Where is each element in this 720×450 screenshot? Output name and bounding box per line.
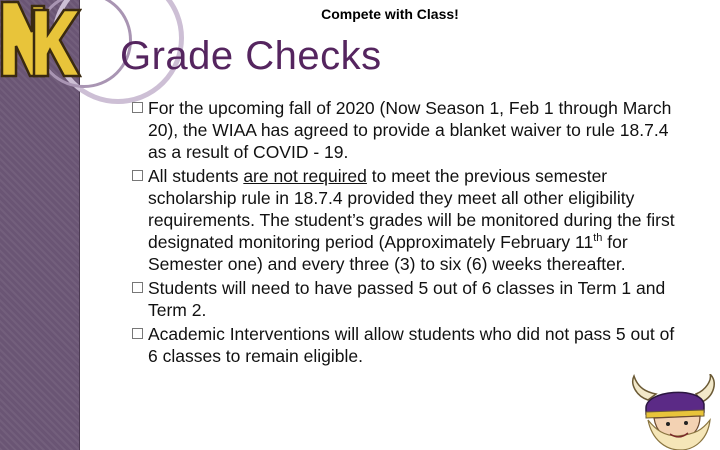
bullet-item [132, 323, 688, 367]
bullet-text: Academic Interventions will allow students who did not pass 5 out of 6 classes to remain eligible. [148, 324, 675, 366]
checkbox-bullet-icon [132, 170, 143, 181]
checkbox-bullet-icon [132, 328, 143, 339]
checkbox-bullet-icon [132, 102, 143, 113]
bullet-item [132, 97, 688, 163]
bullet-list [132, 97, 688, 369]
superscript-text: th [593, 232, 603, 245]
bullet-text-end: for Semester one) and every three (3) to six (6) weeks thereafter. [148, 232, 628, 274]
bullet-text-start: All students [148, 166, 244, 186]
slide-title: Grade Checks [120, 34, 382, 78]
emphasis-text: are not required [243, 166, 367, 186]
viking-mascot-icon [626, 374, 720, 450]
bullet-item [132, 165, 688, 275]
bullet-item [132, 277, 688, 321]
tagline: Compete with Class! [321, 6, 459, 22]
bullet-text: Students will need to have passed 5 out of 6 classes in Term 1 and Term 2. [148, 278, 666, 320]
checkbox-bullet-icon [132, 282, 143, 293]
bullet-text: For the upcoming fall of 2020 (Now Season 1, Feb 1 through March 20), the WIAA has agreed to provide a blanket waiver to rule 18.7.4 as a result of COVID - 19. [148, 98, 672, 162]
bullet-text-middle: to meet the previous semester scholarship rule in 18.7.4 provided they meet all other eligibility requirements. The student’s grades will be monitored during the first designated monitoring period (Approximately February 11 [148, 166, 675, 252]
